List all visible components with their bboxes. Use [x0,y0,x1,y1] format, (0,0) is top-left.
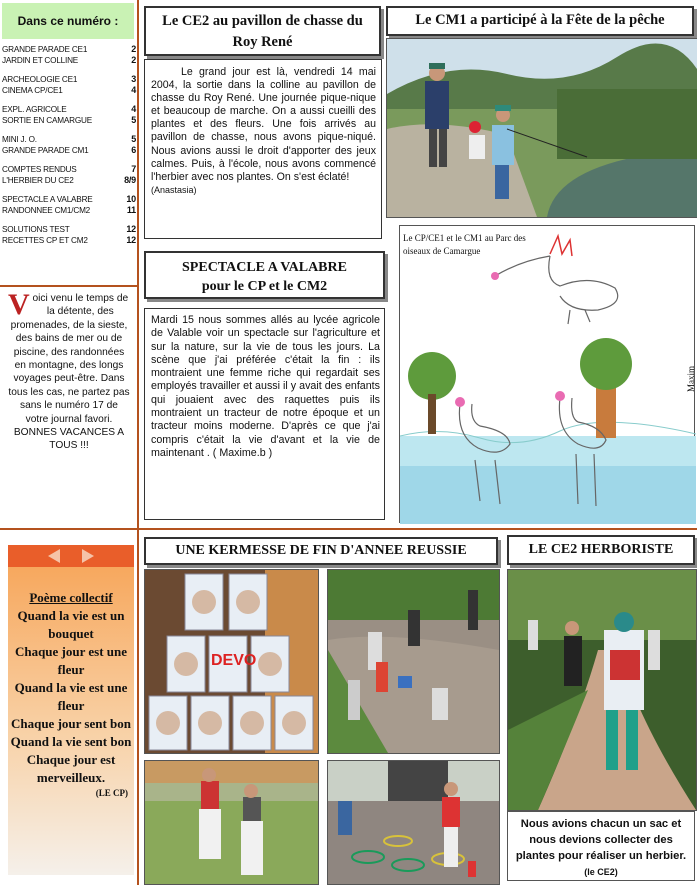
toc-item-page: 5 [131,115,136,125]
toc-item-page: 2 [131,55,136,65]
toc-item-page: 6 [131,145,136,155]
spectacle-title-line1: SPECTACLE A VALABRE [182,260,347,275]
herboriste-caption: Nous avions chacun un sac et nous devions collecter des plantes pour réaliser un herbier. [515,818,687,862]
toc-item[interactable] [2,224,136,235]
toc-item[interactable] [2,235,136,246]
spectacle-title-line2: pour le CP et le CM2 [201,279,328,294]
herboriste-caption-box [507,811,695,881]
toc-item[interactable] [2,44,136,55]
toc-item[interactable] [2,85,136,96]
poem-title: Poème collectif [29,590,113,605]
toc-item[interactable] [2,175,136,186]
kermesse-photo-sack-race [144,760,319,885]
column-divider-left [137,0,139,885]
toc-group [2,74,136,96]
toc-item[interactable] [2,104,136,115]
chevron-right-icon [82,549,94,563]
toc-item-title: EXPL. AGRICOLE [2,105,67,114]
toc-group [2,164,136,186]
chevron-left-icon [48,549,60,563]
poem-line: Chaque jour est une fleur [14,644,128,677]
kermesse-title: UNE KERMESSE DE FIN D'ANNEE REUSSIE [144,537,498,565]
toc-item[interactable] [2,205,136,216]
toc-item-title: SORTIE EN CAMARGUE [2,116,92,125]
toc-item-page: 11 [126,205,136,215]
toc-group [2,44,136,66]
divider-toc-bottom [0,285,139,287]
herboriste-photo [507,569,697,811]
toc-item-title: ARCHEOLOGIE CE1 [2,75,78,84]
toc-item-title: JARDIN ET COLLINE [2,56,79,65]
toc-item-title: GRANDE PARADE CE1 [2,45,88,54]
toc-header: Dans ce numéro : [2,3,134,39]
kermesse-photo-yard [327,569,500,754]
toc-group [2,194,136,216]
toc-item[interactable] [2,164,136,175]
toc-item[interactable] [2,55,136,66]
toc-item-title: SPECTACLE A VALABRE [2,195,93,204]
drawing-caption: Le CP/CE1 et le CM1 au Parc des oiseaux de Camargue [403,233,526,256]
toc-item-title: COMPTES RENDUS [2,165,77,174]
poem-line: Quand la vie sent bon [10,734,132,749]
ce2-pavillon-author: (Anastasia) [151,184,197,195]
toc-item-page: 3 [131,74,136,84]
herboriste-title: LE CE2 HERBORISTE [507,535,695,565]
toc-item[interactable] [2,74,136,85]
fishing-photo [386,38,697,218]
fishing-scene-image [387,39,697,217]
sack-race-image [145,761,318,884]
divider-middle [0,528,697,530]
hoops-image [328,761,499,884]
toc-item[interactable] [2,115,136,126]
poem-line: Chaque jour sent bon [10,716,132,731]
table-of-contents [2,44,136,254]
toc-item-page: 7 [131,164,136,174]
poem-line: Quand la vie est une fleur [14,680,128,713]
toc-item-page: 4 [131,85,136,95]
toc-item-title: CINEMA CP/CE1 [2,86,63,95]
toc-item-page: 10 [126,194,136,204]
vacation-note [8,288,130,453]
toc-item-title: MINI J. O. [2,135,37,144]
toc-item-title: L'HERBIER DU CE2 [2,176,74,185]
kermesse-photo-cans [144,569,319,754]
toc-item-title: RANDONNEE CM1/CM2 [2,206,91,215]
toc-item[interactable] [2,134,136,145]
poem-lines [8,607,134,787]
spectacle-article [144,308,385,520]
toc-item-title: SOLUTIONS TEST [2,225,70,234]
flamingo-illustration [400,226,696,524]
toc-item-page: 5 [131,134,136,144]
toc-item-title: RECETTES CP ET CM2 [2,236,88,245]
poem-line: Chaque jour est merveilleux. [26,752,116,785]
spectacle-title [144,251,385,299]
toc-group [2,224,136,246]
toc-item-page: 8/9 [124,175,136,185]
toc-item-page: 12 [126,224,136,234]
ce2-pavillon-article [144,59,382,239]
poem-box [8,567,134,875]
toc-item[interactable] [2,145,136,156]
vacation-dropcap: V [8,288,30,321]
toc-item-title: GRANDE PARADE CM1 [2,146,89,155]
poem-banner [8,545,134,567]
herboriste-signature: (le CE2) [584,867,618,877]
flamingo-drawing [399,225,695,523]
kermesse-photo-hoops [327,760,500,885]
drawing-artist: Maxim [686,366,696,392]
ce2-pavillon-title: Le CE2 au pavillon de chasse du Roy René [144,6,381,56]
toc-item-page: 4 [131,104,136,114]
toc-item-page: 12 [126,235,136,245]
cm1-peche-title: Le CM1 a participé à la Fête de la pêche [386,6,694,36]
toc-group [2,134,136,156]
toc-item-page: 2 [131,44,136,54]
toc-item[interactable] [2,194,136,205]
poem-line: Quand la vie est un bouquet [17,608,125,641]
can-label-text: DEVO [211,652,257,669]
vacation-text: oici venu le temps de la détente, des promenades, de la sieste, des bains de mer ou de piscine, des randonnées en montagne, des longs voyages peut-être. Dans tous les cas, ne partez pas sans le numéro 17 de votre journal favori. BONNES VACANCES A TOUS !!! [8,293,130,452]
toc-group [2,104,136,126]
poem-signature: (LE CP) [95,788,128,798]
hiking-path-image [508,570,696,810]
spectacle-body: Mardi 15 nous sommes allés au lycée agricole de Valable voir un spectacle sur l'agriculture et sur la nature, sur la vie de tous les jours. La scène que j'ai préférée c'était la fin : ils montraient une femme riche qui regardait ses employés travailler et aussi il y avait des enfants qui jouaient avec des raquettes puis ils montraient un tracteur de notre époque et un tracteur moins moderne. D'après ce que j'ai compris c'était la vie d'avant et la vie de maintenant . ( Maxime.b ) [151,314,380,459]
yard-image [328,570,499,753]
ce2-pavillon-body: Le grand jour est là, vendredi 14 mai 2004, la sortie dans la colline au pavillon de chasse du Roy René. Une journée pique-nique et beaucoup de marche. On a aussi cueilli des plantes et des fleurs. Une fois arrivés au pavillon de chasse, nous avons pique-niqué. Nous avions aussi le droit d'apporter des jeux calmes. Puis, à l'école, nous avons commencé l'herbier avec nos plantes. On s'est éclaté! [151,66,376,183]
